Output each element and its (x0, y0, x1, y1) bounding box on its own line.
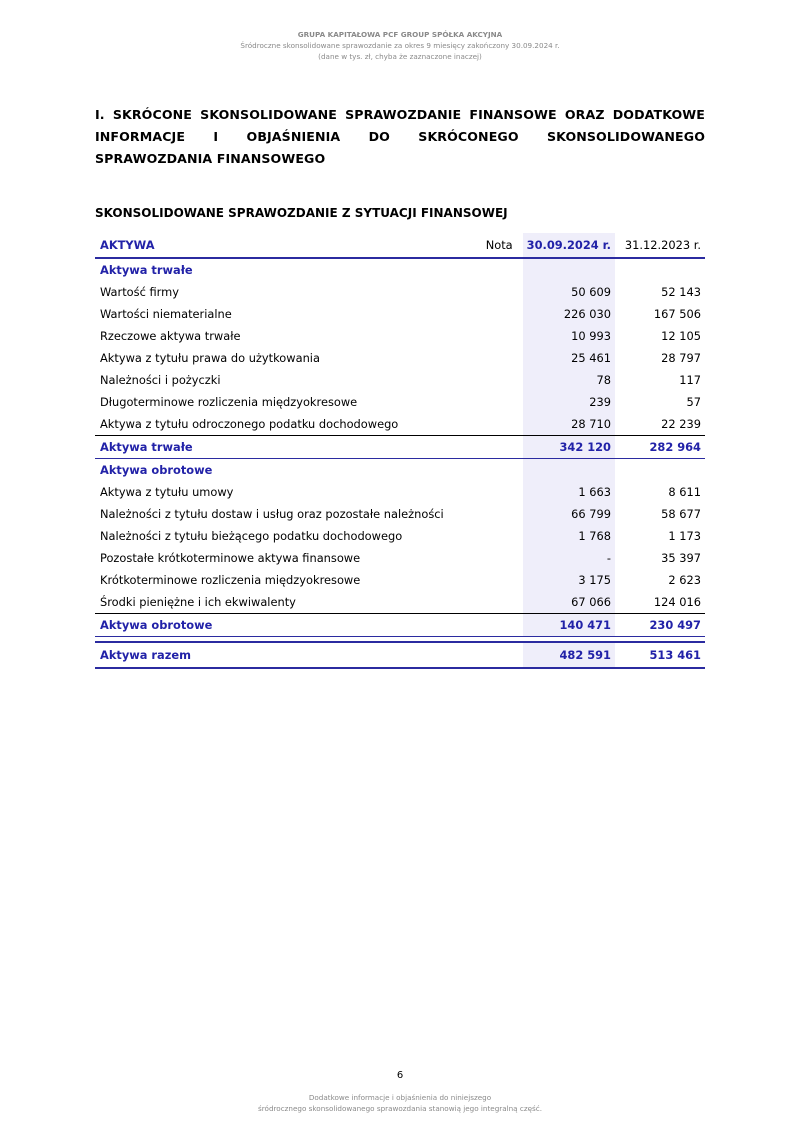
row-current-value: 78 (523, 369, 615, 391)
statement-title: SKONSOLIDOWANE SPRAWOZDANIE Z SYTUACJI FINANSOWEJ (95, 206, 508, 220)
current-rows (95, 481, 705, 614)
footer-line-1: Dodatkowe informacje i objaśnienia do niniejszego (308, 1093, 492, 1102)
subtotal-label: Aktywa obrotowe (95, 614, 459, 637)
row-current-value: - (523, 547, 615, 569)
row-nota (459, 391, 523, 413)
table-row (95, 481, 705, 503)
row-label: Długoterminowe rozliczenia międzyokresowe (100, 395, 358, 409)
subtotal-current-value: 342 120 (523, 436, 615, 459)
row-label: Krótkoterminowe rozliczenia międzyokresowe (100, 573, 361, 587)
row-nota (459, 569, 523, 591)
row-nota (459, 503, 523, 525)
table-row (95, 413, 705, 436)
table-row (95, 391, 705, 413)
row-previous-value: 52 143 (661, 285, 701, 299)
row-nota (459, 347, 523, 369)
subtotal-label: Aktywa trwałe (95, 436, 459, 459)
group-label: Aktywa trwałe (100, 263, 193, 277)
row-label: Należności i pożyczki (100, 373, 221, 387)
subtotal-previous-value: 230 497 (615, 614, 705, 637)
row-previous-value: 58 677 (661, 507, 701, 521)
table-row (95, 503, 705, 525)
page-number: 6 (396, 1070, 404, 1081)
subtotal-current-value: 140 471 (523, 614, 615, 637)
row-nota (459, 481, 523, 503)
grand-total-row (95, 642, 705, 668)
table-row (95, 281, 705, 303)
grand-total-label: Aktywa razem (95, 642, 459, 668)
row-nota (459, 547, 523, 569)
row-current-value: 3 175 (523, 569, 615, 591)
row-current-value: 226 030 (523, 303, 615, 325)
row-current-value: 66 799 (523, 503, 615, 525)
section-title: I. SKRÓCONE SKONSOLIDOWANE SPRAWOZDANIE FINANSOWE ORAZ DODATKOWE INFORMACJE I OBJAŚNIENIA DO SKRÓCONEGO SKONSOLIDOWANEGO SPRAWOZDANIA FINANSOWEGO (95, 107, 705, 166)
row-nota (459, 303, 523, 325)
row-nota (459, 525, 523, 547)
row-current-value: 1 768 (523, 525, 615, 547)
footer-line-2: śródrocznego skonsolidowanego sprawozdania stanowią jego integralną część. (258, 1104, 542, 1113)
row-label: Aktywa z tytułu umowy (100, 485, 234, 499)
row-current-value: 10 993 (523, 325, 615, 347)
row-nota (459, 591, 523, 614)
row-previous-value: 28 797 (661, 351, 701, 365)
row-previous-value: 8 611 (668, 485, 701, 499)
group-row-non-current (95, 258, 705, 281)
table-row (95, 303, 705, 325)
header-company: GRUPA KAPITAŁOWA PCF GROUP SPÓŁKA AKCYJNA (297, 30, 503, 39)
grand-total-current-value: 482 591 (523, 642, 615, 668)
row-nota (459, 369, 523, 391)
row-nota (459, 413, 523, 436)
row-label: Wartość firmy (100, 285, 179, 299)
row-current-value: 28 710 (523, 413, 615, 436)
row-label: Pozostałe krótkoterminowe aktywa finansowe (100, 551, 361, 565)
row-current-value: 1 663 (523, 481, 615, 503)
row-current-value: 67 066 (523, 591, 615, 614)
row-label: Należności z tytułu bieżącego podatku dochodowego (100, 529, 403, 543)
row-previous-value: 2 623 (668, 573, 701, 587)
row-previous-value: 1 173 (668, 529, 701, 543)
row-current-value: 25 461 (523, 347, 615, 369)
row-label: Rzeczowe aktywa trwałe (100, 329, 241, 343)
row-label: Należności z tytułu dostaw i usług oraz pozostałe należności (100, 507, 444, 521)
row-nota (459, 325, 523, 347)
column-header-nota: Nota (459, 233, 523, 258)
table-row (95, 325, 705, 347)
header-units-note: (dane w tys. zł, chyba że zaznaczone inaczej) (318, 52, 482, 61)
row-current-value: 50 609 (523, 281, 615, 303)
page-footer (0, 1092, 800, 1114)
table-row (95, 569, 705, 591)
subtotal-row-non-current (95, 436, 705, 459)
table-row (95, 547, 705, 569)
non-current-rows (95, 281, 705, 436)
grand-total-previous-value: 513 461 (615, 642, 705, 668)
table-row (95, 525, 705, 547)
column-header-previous: 31.12.2023 r. (615, 233, 705, 258)
table-row (95, 369, 705, 391)
row-previous-value: 167 506 (653, 307, 701, 321)
row-nota (459, 281, 523, 303)
group-label: Aktywa obrotowe (100, 463, 213, 477)
column-header-current: 30.09.2024 r. (523, 233, 615, 258)
table-row (95, 347, 705, 369)
row-previous-value: 35 397 (661, 551, 701, 565)
group-row-current (95, 459, 705, 482)
row-label: Środki pieniężne i ich ekwiwalenty (100, 595, 296, 609)
subtotal-row-current (95, 614, 705, 637)
financial-position-table (95, 233, 705, 669)
row-previous-value: 117 (679, 373, 701, 387)
row-current-value: 239 (523, 391, 615, 413)
row-previous-value: 12 105 (661, 329, 701, 343)
page-header (0, 29, 800, 62)
subtotal-previous-value: 282 964 (615, 436, 705, 459)
column-header-aktywa: AKTYWA (95, 233, 459, 258)
row-label: Wartości niematerialne (100, 307, 232, 321)
row-label: Aktywa z tytułu prawa do użytkowania (100, 351, 320, 365)
row-previous-value: 124 016 (653, 595, 701, 609)
table-header-row (95, 233, 705, 258)
row-previous-value: 57 (686, 395, 701, 409)
table-row (95, 591, 705, 614)
row-label: Aktywa z tytułu odroczonego podatku dochodowego (100, 417, 399, 431)
row-previous-value: 22 239 (661, 417, 701, 431)
header-period: Śródroczne skonsolidowane sprawozdanie za okres 9 miesięcy zakończony 30.09.2024 r. (240, 41, 560, 50)
